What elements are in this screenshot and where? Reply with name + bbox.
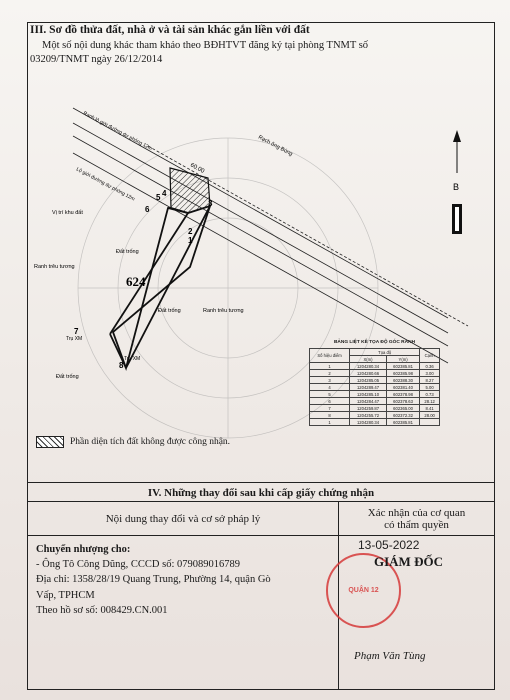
coord-row xyxy=(310,370,440,377)
point-label: 4 xyxy=(162,189,167,198)
dat-trong-1: Đất trống xyxy=(116,249,139,255)
legend xyxy=(36,436,230,448)
road-label-1: Ranh lộ giới đường dự phóng 12m xyxy=(82,110,154,153)
column-header-confirm xyxy=(339,502,494,536)
point-label: 3 xyxy=(208,199,213,208)
coord-cell-x: 1204285.05 xyxy=(350,377,387,384)
parcel-number: 624 xyxy=(126,274,146,289)
signer-name: Phạm Văn Tùng xyxy=(354,650,426,662)
tru-km-2: Trụ XM xyxy=(124,356,141,362)
coord-cell-y: 602385.81 xyxy=(386,363,419,370)
header-y: Y(m) xyxy=(386,356,419,363)
content-title: Chuyển nhượng cho: xyxy=(36,544,131,555)
content-line2: Địa chỉ: 1358/28/19 Quang Trung, Phường 14, quận Gò xyxy=(36,574,271,586)
coord-row xyxy=(310,412,440,419)
signer-title: GIÁM ĐỐC xyxy=(374,554,443,569)
coord-cell-n: 2 xyxy=(310,370,350,377)
coord-cell-x: 1204280.34 xyxy=(350,363,387,370)
coord-cell-c: 5.00 xyxy=(420,384,440,391)
ranh-label-right: Ranh trêu tương xyxy=(203,308,244,314)
point-label: 7 xyxy=(74,327,79,336)
header-coord: Tọa độ xyxy=(350,349,420,356)
point-label: 6 xyxy=(145,205,150,214)
dat-trong-3: Đất trống xyxy=(56,374,79,380)
coord-cell-c: 3.00 xyxy=(420,370,440,377)
coord-cell-c: 0.73 xyxy=(420,391,440,398)
coord-cell-x: 1204280.34 xyxy=(350,419,387,426)
coord-cell-n: 5 xyxy=(310,391,350,398)
non-recognized-area xyxy=(170,168,210,213)
coord-cell-y: 602378.63 xyxy=(386,398,419,405)
coord-cell-n: 7 xyxy=(310,405,350,412)
coord-cell-c: 8.41 xyxy=(420,405,440,412)
section-3-title: III. Sơ đồ thửa đất, nhà ở và tài sản khác gắn liền với đất xyxy=(30,24,310,36)
coord-cell-c: 28.00 xyxy=(420,412,440,419)
point-label: 8 xyxy=(119,361,124,370)
vitri-label: Vị trí khu đất xyxy=(52,210,83,216)
coord-cell-y: 602388.30 xyxy=(386,377,419,384)
content-line4: Theo hồ sơ số: 008429.CN.001 xyxy=(36,604,168,616)
point-label: 1 xyxy=(188,236,193,245)
section-3-note-line2: 03209/TNMT ngày 26/12/2014 xyxy=(30,54,163,65)
coord-cell-x: 1204285.10 xyxy=(350,391,387,398)
content-line3: Vấp, TPHCM xyxy=(36,589,95,601)
coord-cell-n: 1 xyxy=(310,419,350,426)
coord-cell-x: 1204284.47 xyxy=(350,398,387,405)
stamp-text: QUẬN 12 xyxy=(348,587,379,594)
confirm-date: 13-05-2022 xyxy=(358,538,420,552)
coord-cell-c: 0.36 xyxy=(420,363,440,370)
dat-trong-2: Đất trống xyxy=(158,308,181,314)
header-stt: Số hiệu điểm xyxy=(310,349,350,363)
coord-cell-c: 8.27 xyxy=(420,377,440,384)
section-4-title: IV. Những thay đổi sau khi cấp giấy chứng nhận xyxy=(28,482,494,502)
coord-cell-n: 8 xyxy=(310,412,350,419)
coord-cell-c xyxy=(420,419,440,426)
coord-row xyxy=(310,363,440,370)
col2-line1: Xác nhận của cơ quan xyxy=(367,506,466,519)
legend-text: Phần diện tích đất không được công nhận. xyxy=(70,437,231,447)
north-label: B xyxy=(453,182,460,192)
coord-cell-y: 602381.40 xyxy=(386,384,419,391)
coordinate-table xyxy=(309,340,440,426)
header-canh: Cạnh xyxy=(420,349,440,363)
coordinate-table-title: BẢNG LIỆT KÊ TỌA ĐỘ GÓC RANH xyxy=(333,340,416,345)
coord-cell-n: 1 xyxy=(310,363,350,370)
coord-cell-x: 1204259.87 xyxy=(350,405,387,412)
coord-row xyxy=(310,391,440,398)
coord-cell-y: 602372.32 xyxy=(386,412,419,419)
content-line1: - Ông Tô Công Dũng, CCCD số: 079089016789 xyxy=(36,559,240,571)
header-x: X(m) xyxy=(350,356,387,363)
coord-cell-c: 28.12 xyxy=(420,398,440,405)
ranh-label-left: Ranh trêu tương xyxy=(34,264,75,270)
change-content xyxy=(36,542,336,618)
col2-line2: có thẩm quyền xyxy=(384,518,449,531)
point-label: 5 xyxy=(156,193,161,202)
point-label: 2 xyxy=(188,227,193,236)
coord-cell-n: 4 xyxy=(310,384,350,391)
coord-cell-n: 3 xyxy=(310,377,350,384)
hatch-legend-icon xyxy=(36,436,64,448)
coord-cell-x: 1204255.72 xyxy=(350,412,387,419)
coord-cell-x: 1204289.47 xyxy=(350,384,387,391)
coord-cell-x: 1204280.66 xyxy=(350,370,387,377)
road-label-2: Lộ giới đường dự phóng 12m xyxy=(75,166,136,203)
dimension-top: 60.00 xyxy=(189,162,206,175)
coord-row xyxy=(310,405,440,412)
coord-cell-n: 6 xyxy=(310,398,350,405)
coord-cell-y: 602385.98 xyxy=(386,370,419,377)
coord-cell-y: 602365.00 xyxy=(386,405,419,412)
coord-row xyxy=(310,377,440,384)
tru-km-1: Trụ XM xyxy=(66,336,83,342)
coord-row xyxy=(310,419,440,426)
coord-cell-y: 602378.98 xyxy=(386,391,419,398)
coord-row xyxy=(310,384,440,391)
canal-label: Rạch ông Búng xyxy=(257,134,294,158)
coord-cell-y: 602385.81 xyxy=(386,419,419,426)
column-header-content: Nội dung thay đổi và cơ sở pháp lý xyxy=(28,502,338,536)
section-3-note-line1: Một số nội dung khác tham khảo theo BĐHTVT đăng ký tại phòng TNMT số xyxy=(42,40,369,51)
coord-row xyxy=(310,398,440,405)
